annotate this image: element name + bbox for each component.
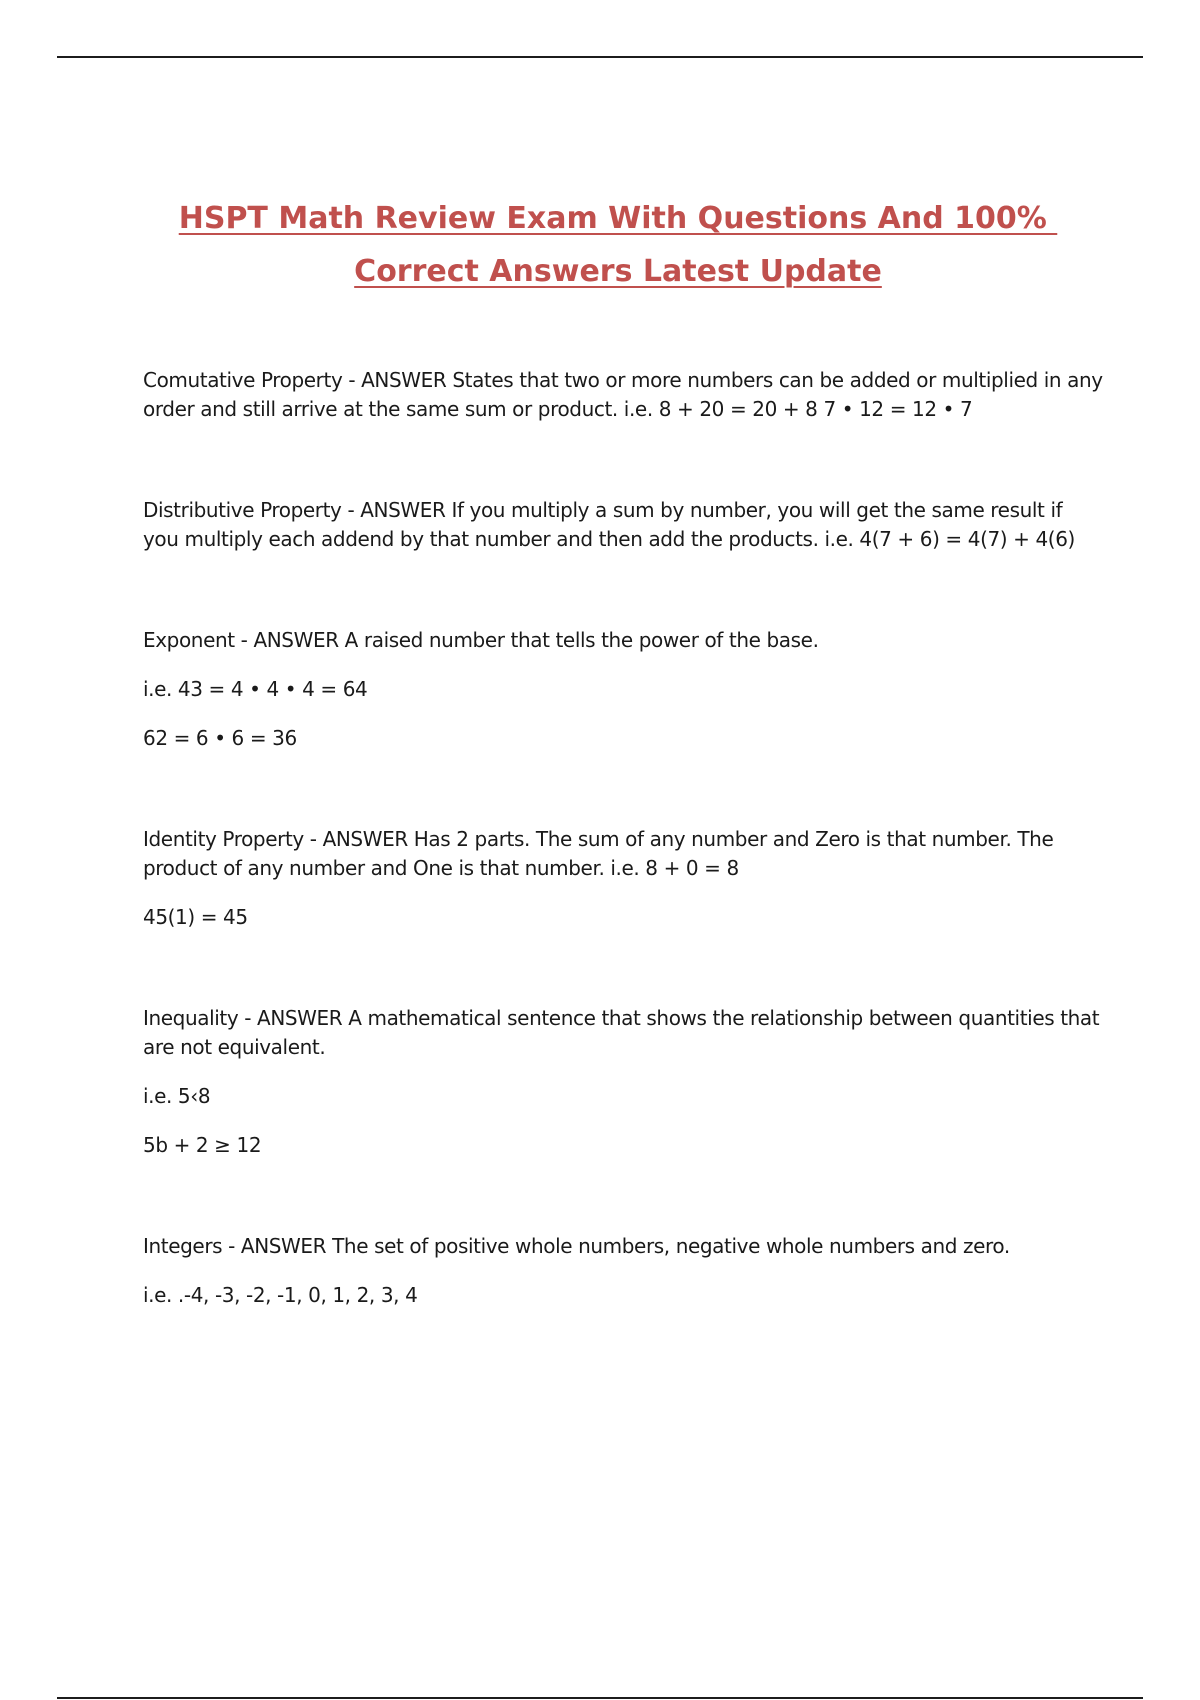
qa-entry	[143, 496, 1103, 554]
qa-entry	[143, 825, 1103, 932]
entry-example: i.e. .-4, -3, -2, -1, 0, 1, 2, 3, 4	[143, 1283, 418, 1307]
entry-definition: Has 2 parts. The sum of any number and Zero is that number. The product of any number and One is that number. i.e. 8 + 0 = 8	[143, 827, 1054, 880]
entry-definition: A mathematical sentence that shows the relationship between quantities that are not equivalent.	[143, 1006, 1100, 1059]
top-rule	[57, 56, 1143, 58]
entry-definition: A raised number that tells the power of the base.	[338, 628, 819, 652]
entry-example: 62 = 6 • 6 = 36	[143, 726, 297, 750]
entry-example: 45(1) = 45	[143, 905, 248, 929]
title-line-2: Correct Answers Latest Update	[354, 254, 882, 289]
answer-label: ANSWER	[361, 368, 447, 392]
document-title	[0, 192, 1200, 298]
entry-example: i.e. 5‹8	[143, 1084, 211, 1108]
answer-label: ANSWER	[322, 827, 408, 851]
entry-term: Exponent	[143, 628, 235, 652]
entry-definition-paragraph	[143, 496, 1103, 554]
entry-example: i.e. 43 = 4 • 4 • 4 = 64	[143, 677, 368, 701]
entry-definition-paragraph	[143, 1004, 1103, 1062]
entry-definition-paragraph	[143, 825, 1103, 883]
title-line-1: HSPT Math Review Exam With Questions And 100%	[178, 201, 1058, 236]
answer-label: ANSWER	[240, 1234, 327, 1258]
entry-term: Inequality	[143, 1006, 239, 1030]
entry-definition: If you multiply a sum by number, you will get the same result if you multiply each addend by that number and then add the products. i.e. 4(7 + 6) = 4(7) + 4(6)	[143, 498, 1075, 551]
entry-separator: -	[342, 368, 362, 392]
answer-label: ANSWER	[360, 498, 446, 522]
entry-separator: -	[222, 1234, 241, 1258]
answer-label: ANSWER	[253, 628, 339, 652]
entry-separator: -	[341, 498, 361, 522]
entry-separator: -	[238, 1006, 258, 1030]
entry-definition: States that two or more numbers can be added or multiplied in any order and still arrive at the same sum or product. i.e. 8 + 20 = 20 + 8 7 • 12 = 12 • 7	[143, 368, 1103, 421]
entry-definition-paragraph	[143, 626, 1103, 655]
bottom-rule	[57, 1697, 1143, 1699]
qa-entry	[143, 1232, 1103, 1310]
entry-definition-paragraph	[143, 366, 1103, 424]
qa-entry	[143, 1004, 1103, 1160]
entry-definition-paragraph	[143, 1232, 1103, 1261]
entry-term: Integers	[143, 1234, 223, 1258]
entry-term: Distributive Property	[143, 498, 342, 522]
answer-label: ANSWER	[257, 1006, 343, 1030]
entry-term: Identity Property	[143, 827, 304, 851]
qa-entry	[143, 366, 1103, 424]
qa-entry	[143, 626, 1103, 753]
entry-example: 5b + 2 ≥ 12	[143, 1133, 262, 1157]
entry-separator: -	[303, 827, 323, 851]
entry-term: Comutative Property	[143, 368, 343, 392]
qa-list	[143, 366, 1103, 1310]
entry-separator: -	[234, 628, 254, 652]
entry-definition: The set of positive whole numbers, negative whole numbers and zero.	[326, 1234, 1010, 1258]
